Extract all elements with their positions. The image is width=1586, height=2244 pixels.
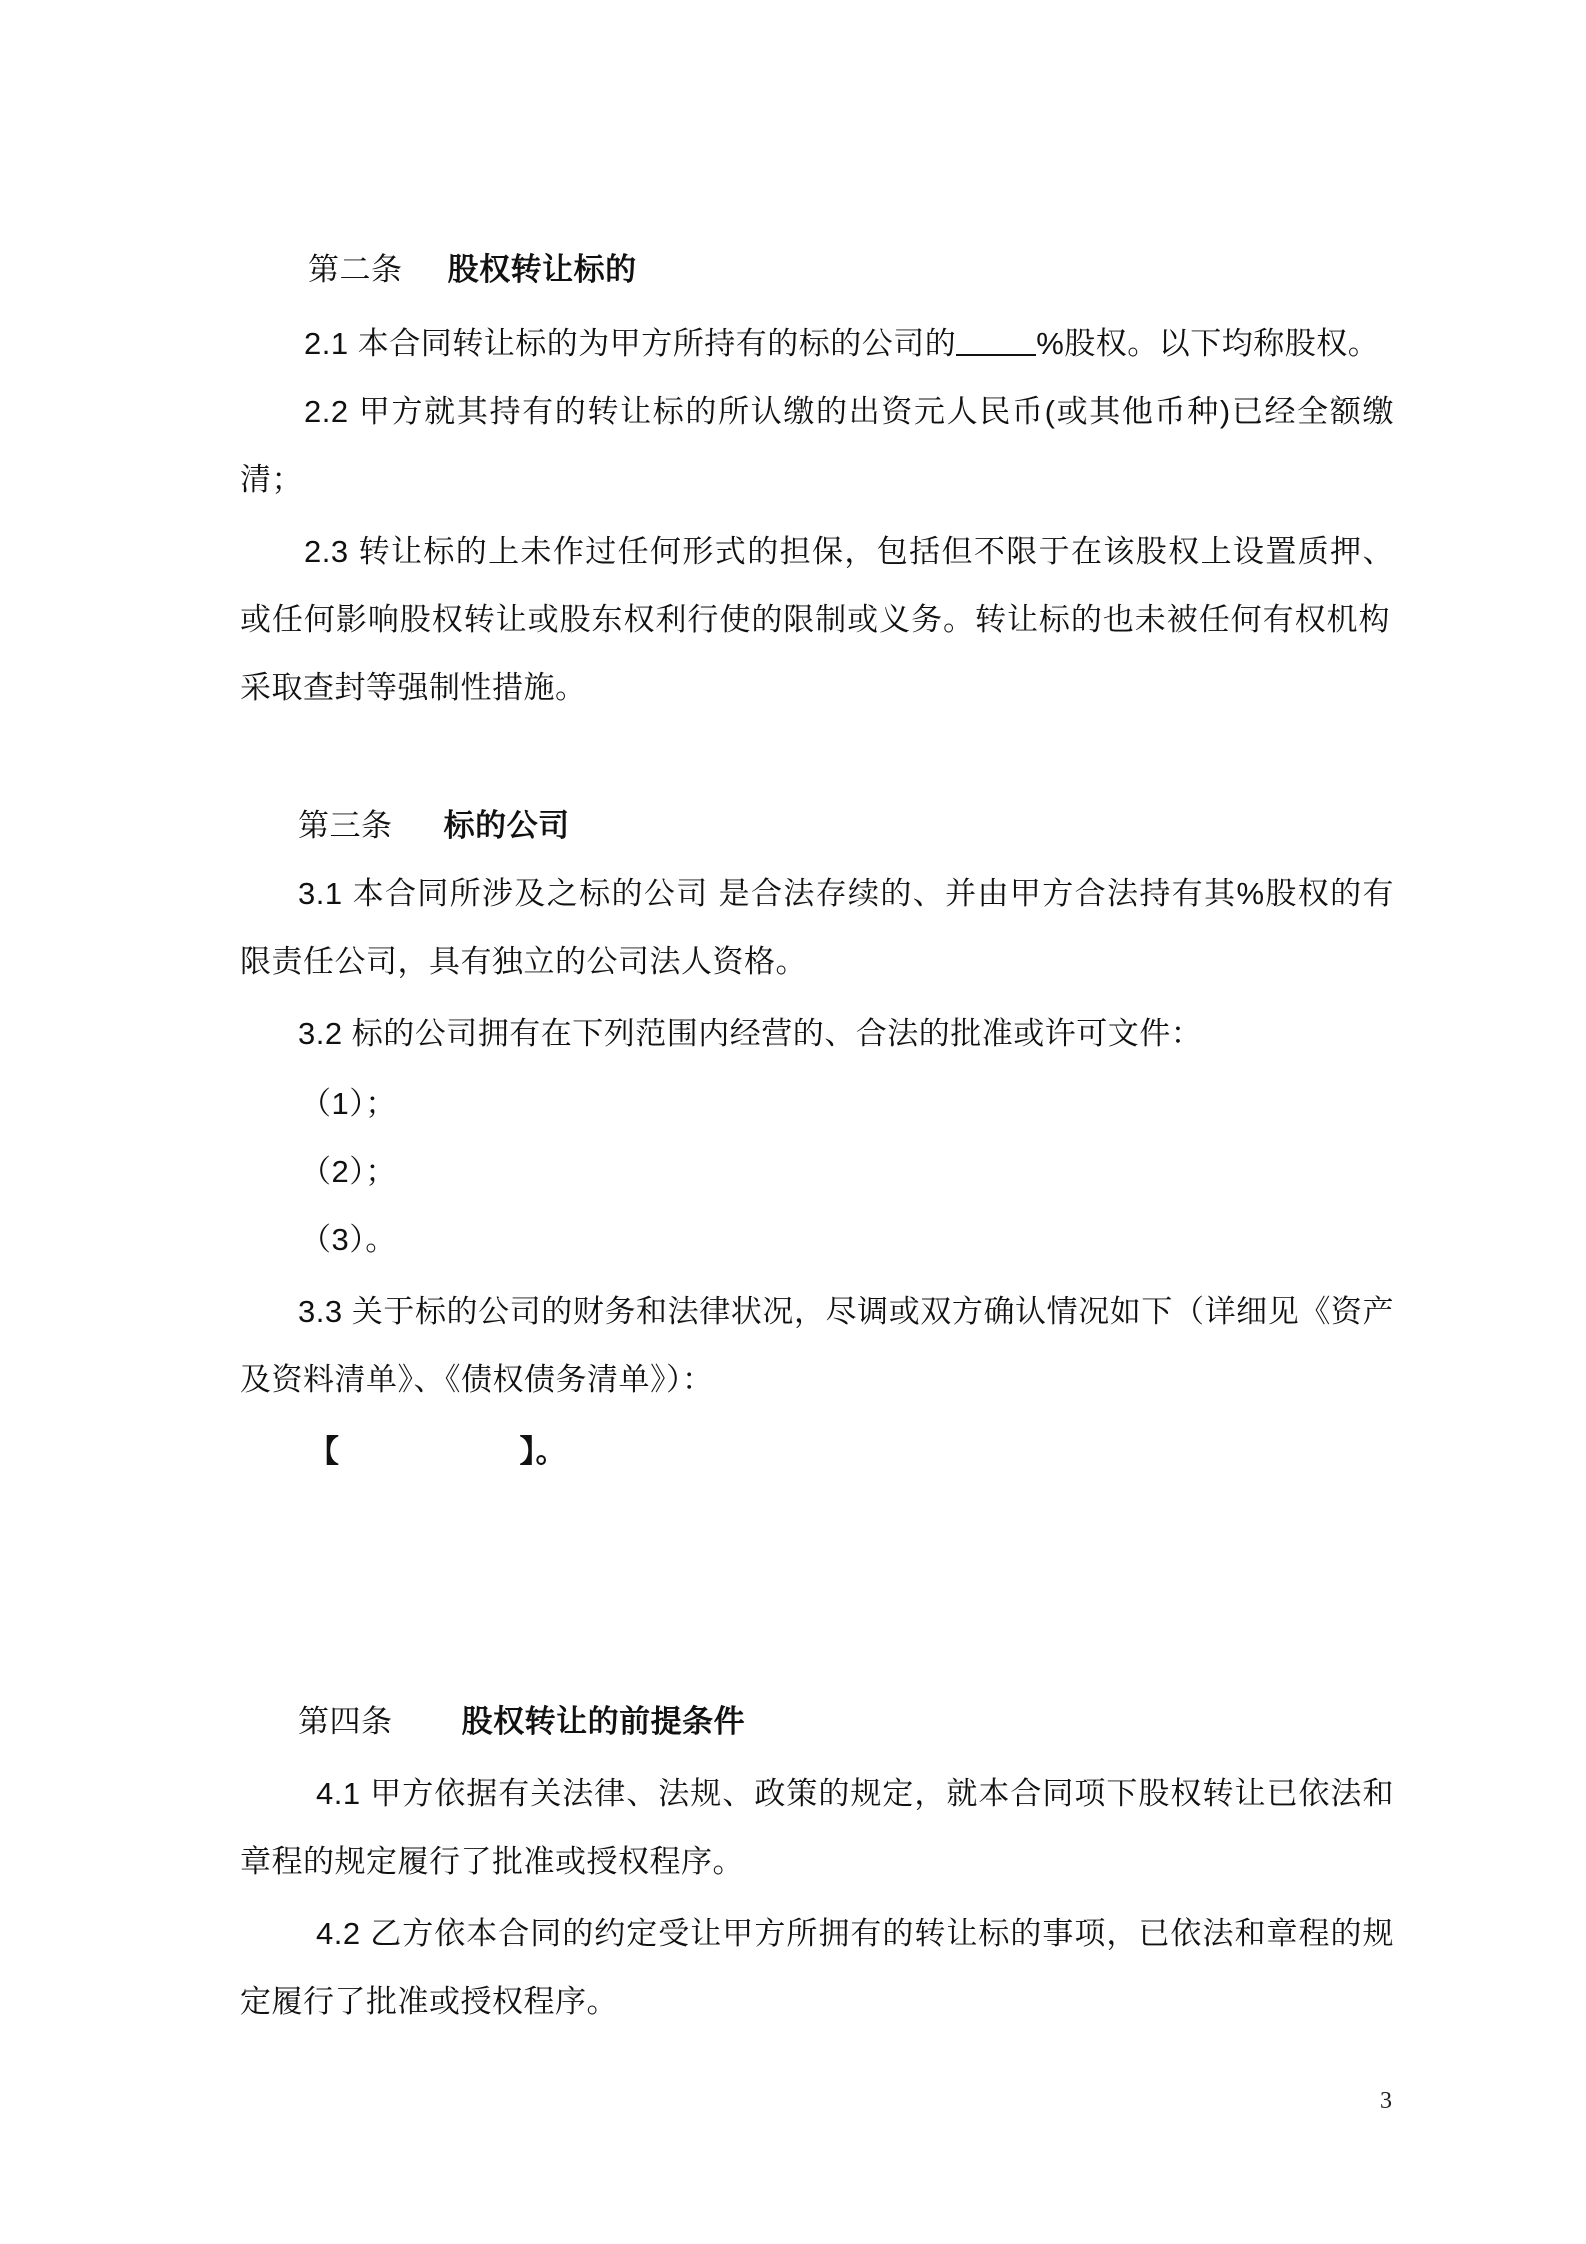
clause-2-2-line-1: 2.2 甲方就其持有的转让标的所认缴的出资元人民币(或其他币种)已经全额缴: [304, 394, 1394, 429]
article-3-heading: [298, 804, 570, 848]
list-item-3: （3）。: [300, 1222, 397, 1257]
article-4-prefix: 第四条: [298, 1704, 393, 1740]
article-2-prefix: 第二条: [308, 252, 403, 288]
clause-2-3-line-3: 采取查封等强制性措施。: [240, 670, 587, 705]
page-number: 3: [1380, 2088, 1392, 2114]
article-3-title: 标的公司: [443, 808, 570, 843]
clause-2-3-line-1: 2.3 转让标的上未作过任何形式的担保，包括但不限于在该股权上设置质押、: [304, 534, 1394, 569]
bracket-close: 】。: [519, 1434, 567, 1469]
article-4-title: 股权转让的前提条件: [461, 1704, 746, 1739]
clause-2-1: [304, 322, 1379, 366]
article-3-prefix: 第三条: [298, 808, 393, 844]
clause-3-2: 3.2 标的公司拥有在下列范围内经营的、合法的批准或许可文件：: [298, 1016, 1203, 1051]
clause-3-3-line-1: 3.3 关于标的公司的财务和法律状况，尽调或双方确认情况如下（详细见《资产: [298, 1294, 1394, 1329]
list-item-2: （2）；: [300, 1154, 397, 1189]
clause-3-1-line-2: 限责任公司，具有独立的公司法人资格。: [240, 944, 807, 979]
bracket-open: 【: [308, 1434, 340, 1469]
clause-3-1-line-1: 3.1 本合同所涉及之标的公司 是合法存续的、并由甲方合法持有其%股权的有: [298, 876, 1394, 911]
clause-4-2-line-1: 4.2 乙方依本合同的约定受让甲方所拥有的转让标的事项，已依法和章程的规: [316, 1916, 1394, 1951]
percentage-blank: [956, 324, 1036, 356]
article-4-heading: [298, 1700, 745, 1744]
clause-2-3-line-2: 或任何影响股权转让或股东权利行使的限制或义务。转让标的也未被任何有权机构: [240, 602, 1390, 637]
clause-4-2-line-2: 定履行了批准或授权程序。: [240, 1984, 618, 2019]
bracket-placeholder: [308, 1430, 567, 1474]
clause-4-1-line-2: 章程的规定履行了批准或授权程序。: [240, 1844, 744, 1879]
clause-3-3-line-2: 及资料清单》、《债权债务清单》）：: [240, 1362, 714, 1397]
article-2-title: 股权转让标的: [447, 252, 637, 287]
clause-4-1-line-1: 4.1 甲方依据有关法律、法规、政策的规定，就本合同项下股权转让已依法和: [316, 1776, 1394, 1811]
list-item-1: （1）；: [300, 1086, 397, 1121]
clause-2-1-text-after: %股权。以下均称股权。: [1036, 326, 1380, 361]
clause-2-1-text-before: 2.1 本合同转让标的为甲方所持有的标的公司的: [304, 326, 957, 361]
clause-2-2-line-2: 清；: [240, 462, 303, 497]
article-2-heading: [308, 248, 637, 292]
